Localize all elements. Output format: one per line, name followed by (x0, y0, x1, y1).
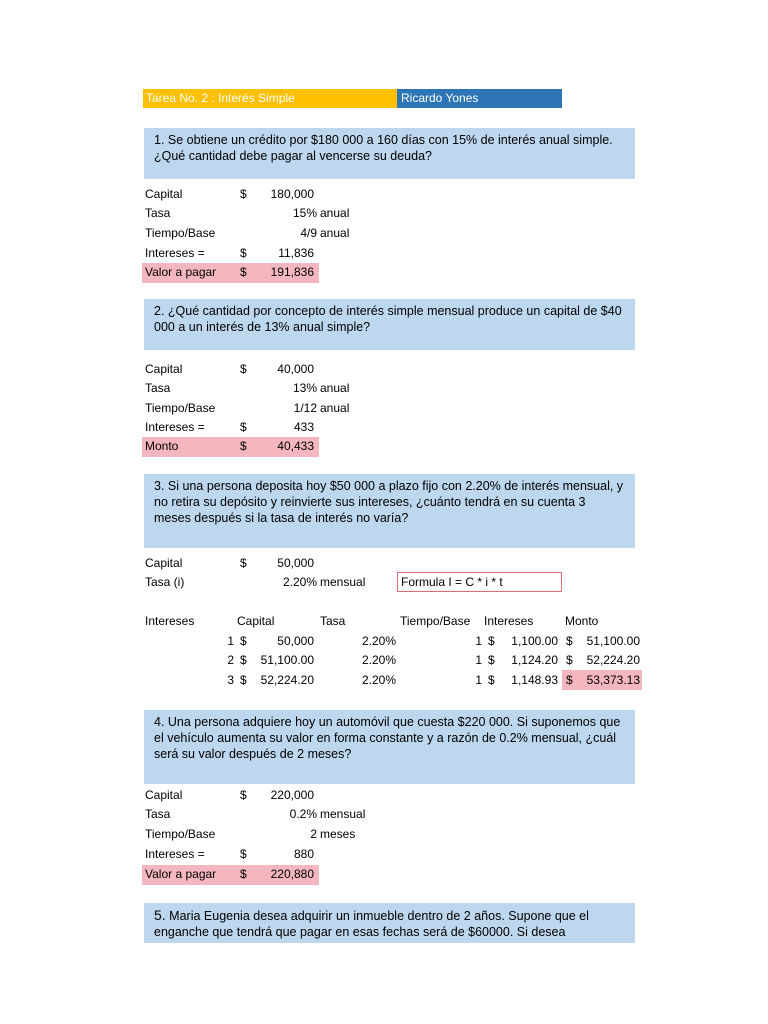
row-unit: anual (320, 401, 350, 415)
currency-sign: $ (240, 420, 247, 434)
rate-label: Tasa (i) (145, 575, 185, 589)
row-label: Capital (145, 187, 183, 201)
row-value: 0.2% (289, 807, 317, 821)
row-value: 40,000 (277, 362, 314, 376)
currency-sign: $ (240, 362, 247, 376)
currency-sign: $ (488, 653, 495, 667)
period-number: 2 (227, 653, 234, 667)
row-label: Tiempo/Base (145, 401, 216, 415)
column-header: Intereses (484, 614, 534, 628)
currency-sign: $ (240, 187, 247, 201)
row-label: Capital (145, 362, 183, 376)
rate-unit: mensual (320, 575, 366, 589)
question-2: 2. ¿Qué cantidad por concepto de interés simple mensual produce un capital de $40 000 a un interés de 13% anual simple? (144, 299, 635, 350)
currency-sign: $ (240, 246, 247, 260)
row-value: 191,836 (270, 265, 314, 279)
row-label: Tasa (145, 381, 171, 395)
amount-cell: 52,224.20 (586, 653, 640, 667)
row-label: Intereses = (145, 847, 205, 861)
currency-sign: $ (488, 634, 495, 648)
column-header: Intereses (145, 614, 195, 628)
period-number: 1 (227, 634, 234, 648)
row-value: 40,433 (277, 439, 314, 453)
currency-sign: $ (240, 867, 247, 881)
question-4: 4. Una persona adquiere hoy un automóvil que cuesta $220 000. Si suponemos que el vehículo aumenta su valor en forma constante y a razón de 0.2% mensual, ¿cuál será su valor después de 2 meses? (144, 710, 635, 784)
amount-cell: 53,373.13 (586, 673, 640, 687)
question-1: 1. Se obtiene un crédito por $180 000 a 160 días con 15% de interés anual simple. ¿Qué cantidad debe pagar al vencerse su deuda? (144, 128, 635, 179)
row-value: 15% (292, 206, 317, 220)
capital-cell: 51,100.00 (260, 653, 314, 667)
time-cell: 1 (475, 634, 482, 648)
row-label: Valor a pagar (145, 867, 217, 881)
row-unit: meses (320, 827, 356, 841)
row-value: 4/9 (300, 226, 317, 240)
rate-cell: 2.20% (361, 673, 396, 687)
question-number: 5. (154, 907, 166, 923)
interest-cell: 1,100.00 (511, 634, 558, 648)
row-value: 1/12 (293, 401, 317, 415)
currency-sign: $ (488, 673, 495, 687)
capital-label: Capital (145, 556, 183, 570)
time-cell: 1 (475, 653, 482, 667)
period-number: 3 (227, 673, 234, 687)
row-unit: anual (320, 226, 350, 240)
currency-sign: $ (240, 673, 247, 687)
rate-cell: 2.20% (361, 653, 396, 667)
currency-sign: $ (566, 634, 573, 648)
author-name: Ricardo Yones (397, 89, 562, 108)
time-cell: 1 (475, 673, 482, 687)
row-unit: anual (320, 381, 350, 395)
question-3: 3. Si una persona deposita hoy $50 000 a plazo fijo con 2.20% de interés mensual, y no retira su depósito y reinvierte sus intereses, ¿cuánto tendrá en su cuenta 3 meses después si la tasa de interés no varía? (144, 474, 635, 548)
currency-sign: $ (240, 788, 247, 802)
row-value: 220,000 (270, 788, 314, 802)
interest-cell: 1,124.20 (511, 653, 558, 667)
currency-sign: $ (566, 673, 573, 687)
row-value: 13% (292, 381, 317, 395)
currency-sign: $ (240, 634, 247, 648)
row-label: Tiempo/Base (145, 226, 216, 240)
row-value: 180,000 (270, 187, 314, 201)
capital-value: 50,000 (277, 556, 314, 570)
column-header: Monto (565, 614, 599, 628)
interest-cell: 1,148.93 (511, 673, 558, 687)
rate-value: 2.20% (282, 575, 317, 589)
row-value: 2 (310, 827, 317, 841)
rate-cell: 2.20% (361, 634, 396, 648)
currency-sign: $ (240, 265, 247, 279)
row-label: Valor a pagar (145, 265, 217, 279)
row-value: 220,880 (270, 867, 314, 881)
row-label: Tasa (145, 807, 171, 821)
row-value: 433 (293, 420, 314, 434)
currency-sign: $ (240, 847, 247, 861)
task-title: Tarea No. 2 : Interés Simple (143, 89, 397, 108)
row-label: Intereses = (145, 246, 205, 260)
row-value: 880 (293, 847, 314, 861)
currency-sign: $ (240, 556, 247, 570)
question-text: Maria Eugenia desea adquirir un inmueble dentro de 2 años. Supone que el enganche que tendrá que pagar en esas fechas será de $60000. Si desea (154, 909, 589, 939)
row-label: Tiempo/Base (145, 827, 216, 841)
capital-cell: 50,000 (277, 634, 314, 648)
row-label: Monto (145, 439, 179, 453)
capital-cell: 52,224.20 (260, 673, 314, 687)
row-label: Intereses = (145, 420, 205, 434)
row-unit: anual (320, 206, 350, 220)
row-label: Capital (145, 788, 183, 802)
currency-sign: $ (566, 653, 573, 667)
row-label: Tasa (145, 206, 171, 220)
column-header: Capital (237, 614, 275, 628)
row-value: 11,836 (278, 246, 314, 260)
row-unit: mensual (320, 807, 366, 821)
amount-cell: 51,100.00 (586, 634, 640, 648)
currency-sign: $ (240, 653, 247, 667)
column-header: Tiempo/Base (400, 614, 471, 628)
currency-sign: $ (240, 439, 247, 453)
column-header: Tasa (320, 614, 346, 628)
question-5 (144, 903, 635, 943)
formula-box: Formula I = C * i * t (397, 572, 562, 592)
